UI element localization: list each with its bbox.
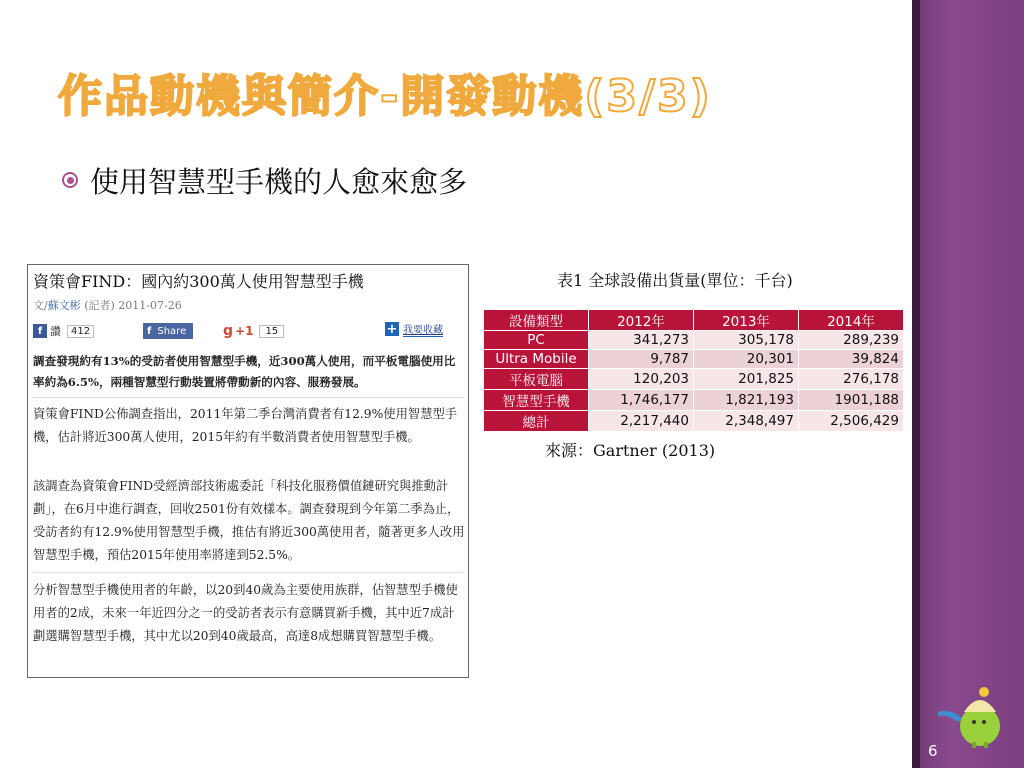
row-label: PC (484, 331, 589, 350)
article-summary: 調查發現約有13%的受訪者使用智慧型手機，近300萬人使用，而平板電腦使用比率約為6.5%，兩種智慧型行動裝置將帶動新的內容、服務發展。 (33, 354, 456, 389)
byline-suffix: (記者) 2011-07-26 (80, 299, 182, 312)
facebook-icon: f (147, 325, 152, 337)
article-paragraph: 該調查為資策會FIND受經濟部技術處委託「科技化服務價值鏈研究與推動計劃」，在6月中進行調查，回收2501份有效樣本。調查發現到今年第二季為止，受訪者約有12.9%使用智慧型手機，推估有將近300萬使用者，隨著更多人改用智慧型手機，預估2015年使用率將達到52.5%。 (33, 479, 465, 562)
bookmark-button[interactable] (385, 321, 443, 337)
facebook-share-button[interactable] (143, 323, 193, 339)
table-cell: 2,506,429 (799, 411, 904, 432)
byline-prefix: 文/ (33, 299, 48, 312)
divider (33, 572, 463, 573)
fb-share-label: Share (157, 325, 187, 337)
row-label: 智慧型手機 (484, 390, 589, 411)
table-header-cell: 2014年 (799, 310, 904, 331)
table-row (484, 350, 904, 369)
row-label: 平板電腦 (484, 369, 589, 390)
share-toolbar (33, 321, 463, 343)
news-article-screenshot (27, 264, 469, 678)
facebook-like-button[interactable] (33, 323, 94, 339)
table-row (484, 369, 904, 390)
bullet-text: 使用智慧型手機的人愈來愈多 (90, 164, 468, 199)
table-source: 來源：Gartner (2013) (545, 441, 716, 460)
table-cell: 39,824 (799, 350, 904, 369)
page-number: 6 (928, 742, 938, 760)
table-cell: 341,273 (589, 331, 694, 350)
table-cell: 1901,188 (799, 390, 904, 411)
slide-title: 作品動機與簡介-開發動機(3/3) (58, 71, 712, 122)
divider (33, 397, 463, 398)
row-label: Ultra Mobile (484, 350, 589, 369)
table-cell: 201,825 (694, 369, 799, 390)
google-plus-icon: g (223, 323, 234, 339)
article-headline: 資策會FIND：國內約300萬人使用智慧型手機 (33, 272, 364, 291)
shipment-table (483, 309, 904, 432)
fb-like-label: 讚 (50, 325, 61, 338)
google-plus-button[interactable] (223, 321, 284, 341)
table-cell: 20,301 (694, 350, 799, 369)
row-label: 總計 (484, 411, 589, 432)
table-header-cell: 設備類型 (484, 310, 589, 331)
table-row (484, 331, 904, 350)
table-cell: 2,217,440 (589, 411, 694, 432)
mascot-illustration (928, 682, 1008, 748)
table-cell: 2,348,497 (694, 411, 799, 432)
gplus-count: 15 (259, 325, 284, 338)
table-cell: 305,178 (694, 331, 799, 350)
author-link[interactable]: 蘇文彬 (47, 299, 81, 312)
table-cell: 1,746,177 (589, 390, 694, 411)
table-header-cell: 2012年 (589, 310, 694, 331)
article-byline (33, 297, 182, 313)
bullet-item (62, 160, 467, 200)
table-row (484, 390, 904, 411)
facebook-icon: f (33, 324, 47, 338)
article-paragraph: 分析智慧型手機使用者的年齡，以20到40歲為主要使用族群，佔智慧型手機使用者的2成，未來一年近四分之一的受訪者表示有意購買新手機，其中近7成計劃選購智慧型手機，其中尤以20到40歲最高，高達8成想購買智慧型手機。 (33, 583, 458, 643)
table-row (484, 411, 904, 432)
bookmark-label: 我要收藏 (403, 321, 443, 337)
table-cell: 9,787 (589, 350, 694, 369)
table-header-cell: 2013年 (694, 310, 799, 331)
table-cell: 120,203 (589, 369, 694, 390)
sidebar-dark-strip (912, 0, 920, 768)
bullet-circle-icon (62, 172, 78, 188)
fb-like-count: 412 (67, 325, 94, 338)
right-sidebar-bar (912, 0, 1024, 768)
table-header-row (484, 310, 904, 331)
gplus-label: +1 (235, 324, 254, 338)
plus-icon: + (386, 321, 398, 337)
article-paragraph: 資策會FIND公佈調查指出，2011年第二季台灣消費者有12.9%使用智慧型手機，估計將近300萬人使用，2015年約有半數消費者使用智慧型手機。 (33, 407, 458, 444)
table-cell: 276,178 (799, 369, 904, 390)
table-caption: 表1 全球設備出貨量(單位：千台) (557, 271, 793, 290)
table-cell: 1,821,193 (694, 390, 799, 411)
table-cell: 289,239 (799, 331, 904, 350)
